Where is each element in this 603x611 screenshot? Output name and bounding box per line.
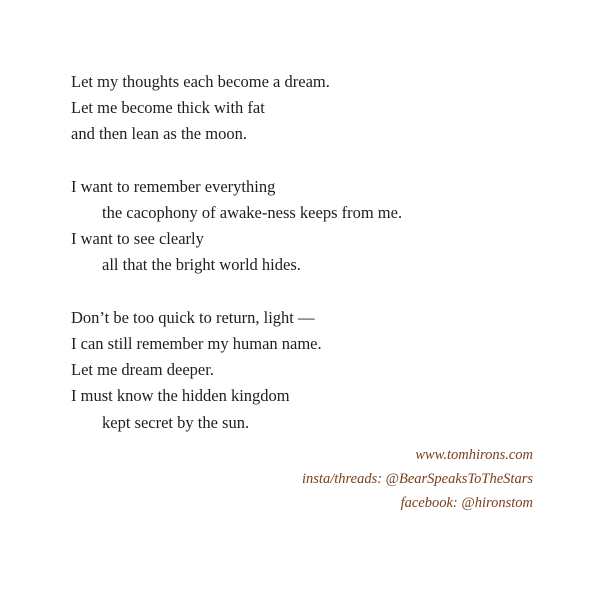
poem-line: Let me become thick with fat — [71, 98, 265, 118]
insta-threads-handle: insta/threads: @BearSpeaksToTheStars — [302, 471, 533, 487]
poem-line-indented: kept secret by the sun. — [102, 412, 250, 432]
website-link[interactable]: www.tomhirons.com — [415, 447, 533, 463]
poem-line: I want to remember everything — [71, 176, 276, 196]
poem-line-indented: all that the bright world hides. — [102, 255, 301, 275]
poem-line: I must know the hidden kingdom — [71, 386, 290, 406]
poem-line: Don’t be too quick to return, light — — [71, 307, 315, 327]
stanza-2 — [71, 174, 551, 279]
poem-line: Let me dream deeper. — [71, 360, 214, 380]
author-credits — [302, 443, 533, 515]
poem-line: and then lean as the moon. — [71, 124, 247, 144]
poem-body — [71, 69, 551, 436]
poem-line: Let my thoughts each become a dream. — [71, 72, 330, 91]
stanza-3 — [71, 305, 551, 436]
poem-line: I can still remember my human name. — [71, 334, 322, 353]
poem-line-indented: the cacophony of awake-ness keeps from me. — [102, 203, 403, 222]
facebook-handle: facebook: @hironstom — [400, 495, 533, 511]
stanza-1 — [71, 69, 551, 148]
poem-line: I want to see clearly — [71, 229, 204, 249]
